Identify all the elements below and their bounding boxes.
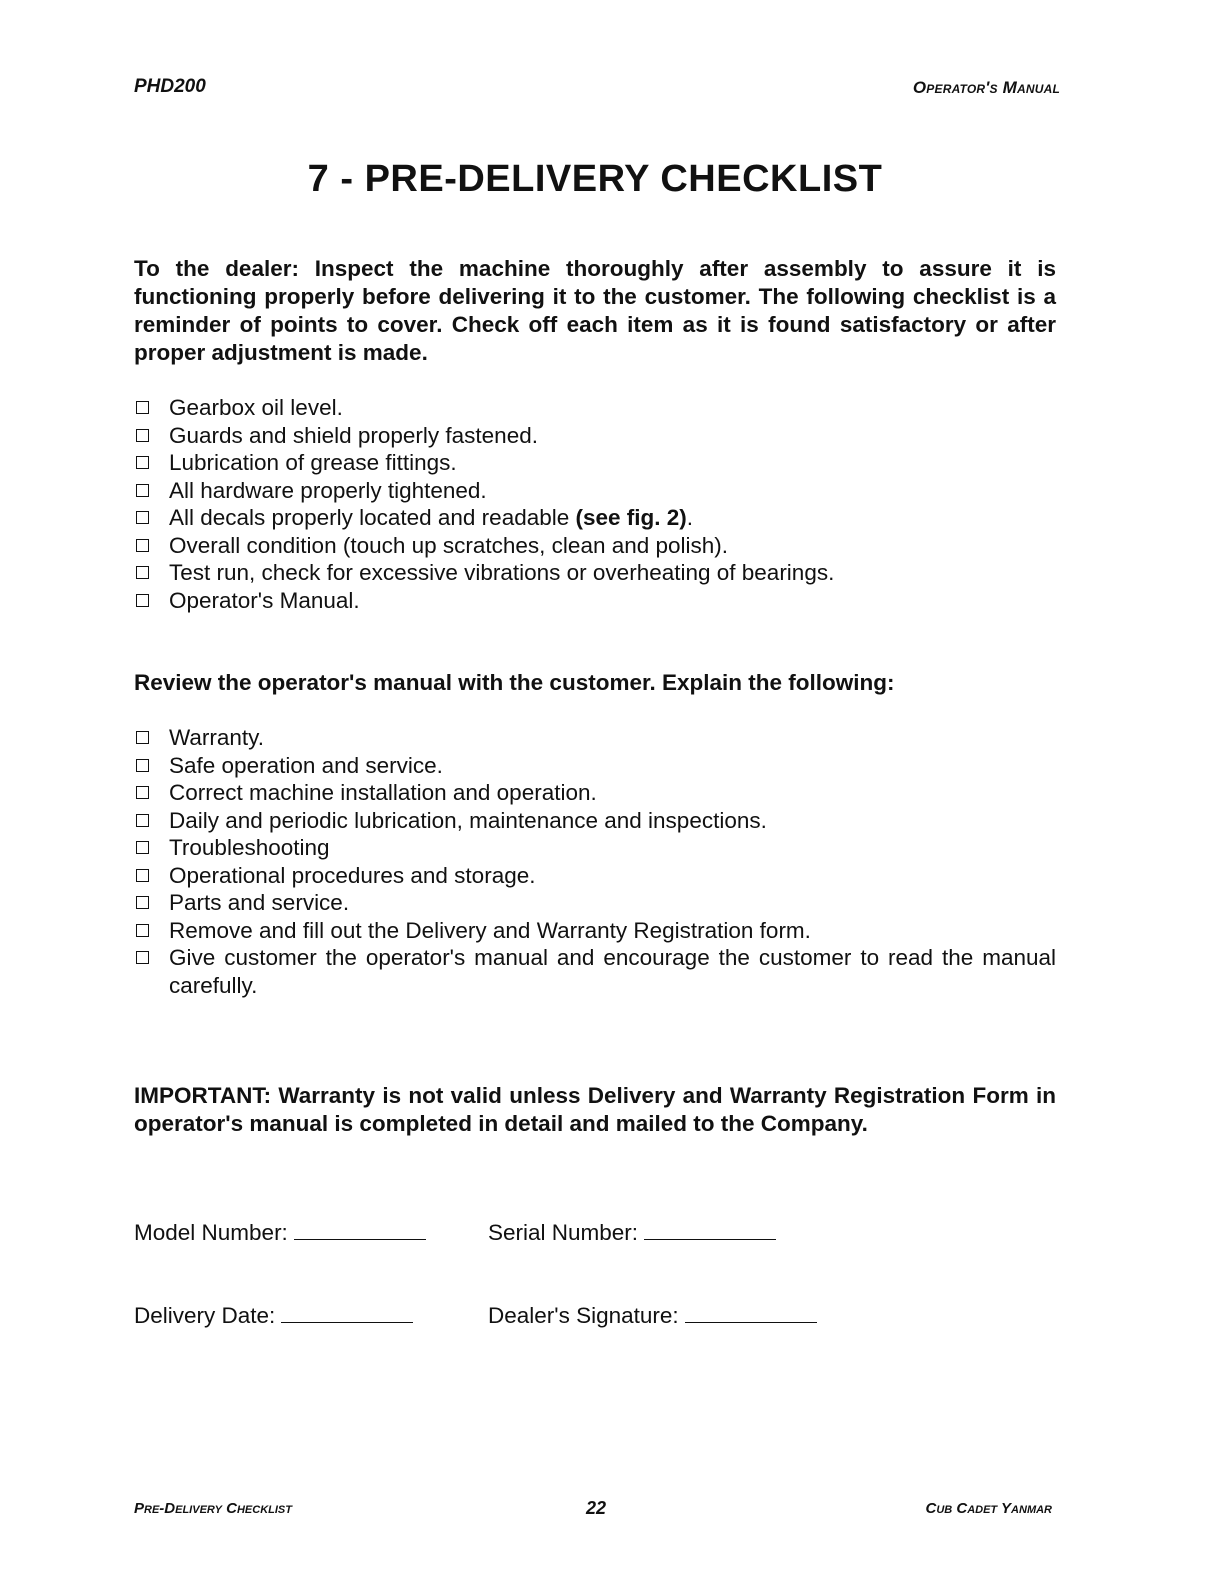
important-notice: IMPORTANT: Warranty is not valid unless Delivery and Warranty Registration Form in operator's manual is completed in detail and mailed to the Company.: [134, 1083, 1056, 1136]
review-item: Correct machine installation and operation.: [134, 779, 1056, 807]
delivery-date-blank[interactable]: [281, 1304, 413, 1323]
review-item: Safe operation and service.: [134, 752, 1056, 780]
dealer-signature-field: [488, 1303, 817, 1329]
checklist-item: Lubrication of grease fittings.: [134, 449, 1056, 477]
checklist-item: Operator's Manual.: [134, 587, 1056, 615]
checkbox-icon[interactable]: [136, 456, 149, 469]
review-item: Operational procedures and storage.: [134, 862, 1056, 890]
checkbox-icon[interactable]: [136, 896, 149, 909]
checkbox-icon[interactable]: [136, 759, 149, 772]
footer-brand: Cub Cadet Yanmar: [925, 1500, 1052, 1517]
review-item: Remove and fill out the Delivery and Warranty Registration form.: [134, 917, 1056, 945]
checkbox-icon[interactable]: [136, 511, 149, 524]
serial-number-blank[interactable]: [644, 1221, 776, 1240]
model-number-field: [134, 1220, 426, 1246]
checklist-item: Overall condition (touch up scratches, clean and polish).: [134, 532, 1056, 560]
page-title: 7 - PRE-DELIVERY CHECKLIST: [307, 158, 883, 200]
review-item: Warranty.: [134, 724, 1056, 752]
checkbox-icon[interactable]: [136, 594, 149, 607]
footer-section: Pre-Delivery Checklist: [134, 1500, 292, 1517]
dealer-instructions: To the dealer: Inspect the machine thoroughly after assembly to assure it is functioning properly before delivering it to the customer. The following checklist is a reminder of points to cover. Check off each item as it is found satisfactory or after proper adjustment is made.: [134, 256, 1056, 365]
dealer-signature-blank[interactable]: [685, 1304, 817, 1323]
header-model: PHD200: [134, 76, 206, 97]
checkbox-icon[interactable]: [136, 401, 149, 414]
header-manual-title: Operator's Manual: [912, 78, 1060, 97]
review-item: Troubleshooting: [134, 834, 1056, 862]
checkbox-icon[interactable]: [136, 731, 149, 744]
model-number-blank[interactable]: [294, 1221, 426, 1240]
checkbox-icon[interactable]: [136, 924, 149, 937]
checkbox-icon[interactable]: [136, 869, 149, 882]
serial-number-label: Serial Number:: [488, 1220, 639, 1245]
review-item: Daily and periodic lubrication, maintenance and inspections.: [134, 807, 1056, 835]
delivery-date-field: [134, 1303, 413, 1329]
inspection-checklist: [134, 394, 1056, 614]
review-item: Give customer the operator's manual and encourage the customer to read the manual carefully.: [134, 944, 1056, 999]
checkbox-icon[interactable]: [136, 539, 149, 552]
checklist-item: Guards and shield properly fastened.: [134, 422, 1056, 450]
checklist-item: All hardware properly tightened.: [134, 477, 1056, 505]
serial-number-field: [488, 1220, 776, 1246]
checkbox-icon[interactable]: [136, 814, 149, 827]
dealer-signature-label: Dealer's Signature:: [488, 1303, 679, 1328]
checkbox-icon[interactable]: [136, 566, 149, 579]
figure-reference: (see fig. 2): [575, 505, 687, 530]
checkbox-icon[interactable]: [136, 841, 149, 854]
checklist-item: All decals properly located and readable (see fig. 2).: [134, 504, 1056, 532]
review-checklist: [134, 724, 1056, 999]
review-heading: Review the operator's manual with the customer. Explain the following:: [134, 670, 895, 695]
checkbox-icon[interactable]: [136, 951, 149, 964]
checkbox-icon[interactable]: [136, 484, 149, 497]
checklist-item: Gearbox oil level.: [134, 394, 1056, 422]
page-number: 22: [586, 1498, 607, 1518]
checkbox-icon[interactable]: [136, 786, 149, 799]
delivery-date-label: Delivery Date:: [134, 1303, 276, 1328]
review-item: Parts and service.: [134, 889, 1056, 917]
model-number-label: Model Number:: [134, 1220, 288, 1245]
checkbox-icon[interactable]: [136, 429, 149, 442]
checklist-item: Test run, check for excessive vibrations or overheating of bearings.: [134, 559, 1056, 587]
